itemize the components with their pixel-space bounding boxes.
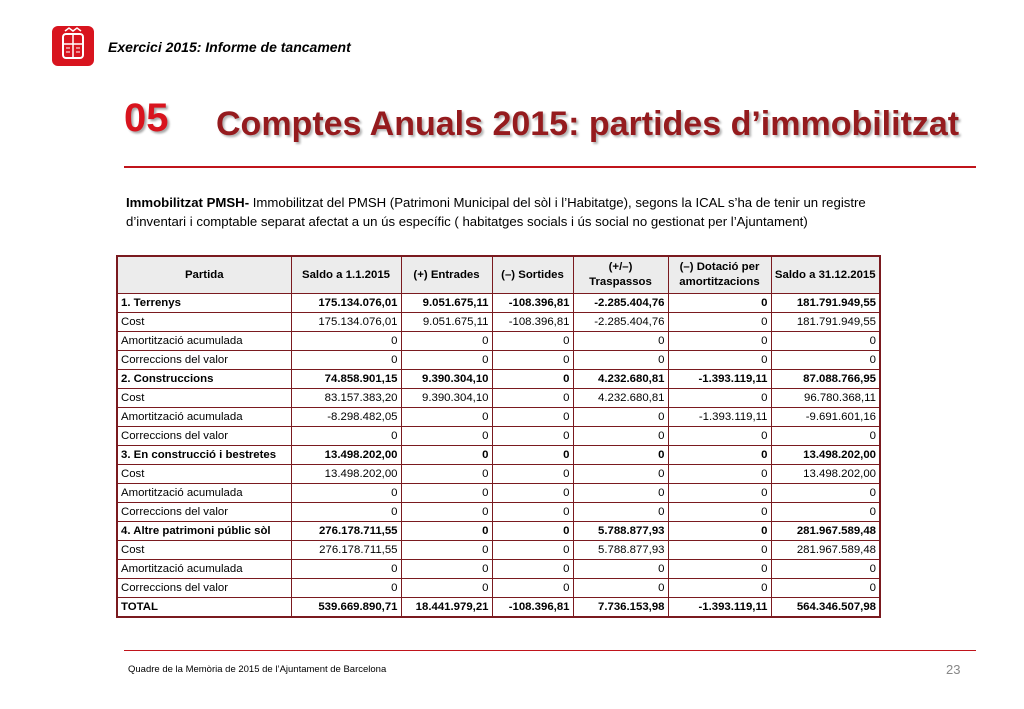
fixed-assets-table: [116, 255, 881, 618]
value-cell: 276.178.711,55: [291, 522, 401, 541]
value-cell: 0: [492, 389, 573, 408]
value-cell: 0: [668, 560, 771, 579]
page-title: Comptes Anuals 2015: partides d’immobilitzat: [216, 105, 960, 143]
value-cell: 0: [771, 560, 880, 579]
footer-source: Quadre de la Memòria de 2015 de l’Ajuntament de Barcelona: [128, 664, 387, 675]
value-cell: 4.232.680,81: [573, 389, 668, 408]
row-label-cell: Correccions del valor: [117, 427, 291, 446]
value-cell: 0: [401, 332, 492, 351]
value-cell: 0: [401, 503, 492, 522]
value-cell: 276.178.711,55: [291, 541, 401, 560]
value-cell: 0: [573, 560, 668, 579]
value-cell: -108.396,81: [492, 598, 573, 618]
value-cell: 0: [492, 579, 573, 598]
row-label-cell: Correccions del valor: [117, 579, 291, 598]
table-subtotal-row: [117, 598, 880, 618]
value-cell: 0: [492, 351, 573, 370]
row-label-cell: Cost: [117, 541, 291, 560]
page-number: 23: [946, 662, 961, 677]
value-cell: -8.298.482,05: [291, 408, 401, 427]
row-label-cell: 3. En construcció i bestretes: [117, 446, 291, 465]
table-row: [117, 465, 880, 484]
table-row: [117, 427, 880, 446]
value-cell: 13.498.202,00: [291, 465, 401, 484]
table-header-row: [117, 256, 880, 294]
value-cell: 0: [492, 465, 573, 484]
value-cell: 13.498.202,00: [771, 465, 880, 484]
value-cell: 281.967.589,48: [771, 541, 880, 560]
value-cell: 9.390.304,10: [401, 389, 492, 408]
table-row: [117, 389, 880, 408]
table-row: [117, 541, 880, 560]
value-cell: 0: [291, 351, 401, 370]
value-cell: 0: [668, 446, 771, 465]
table-subtotal-row: [117, 294, 880, 313]
row-label-cell: Amortització acumulada: [117, 484, 291, 503]
value-cell: 4.232.680,81: [573, 370, 668, 389]
value-cell: 0: [492, 484, 573, 503]
value-cell: 0: [492, 332, 573, 351]
value-cell: 0: [291, 484, 401, 503]
value-cell: 0: [492, 522, 573, 541]
value-cell: 9.390.304,10: [401, 370, 492, 389]
column-header: Saldo a 31.12.2015: [771, 256, 880, 294]
value-cell: 5.788.877,93: [573, 541, 668, 560]
value-cell: 87.088.766,95: [771, 370, 880, 389]
value-cell: 0: [668, 522, 771, 541]
table-row: [117, 351, 880, 370]
value-cell: -108.396,81: [492, 313, 573, 332]
value-cell: 181.791.949,55: [771, 294, 880, 313]
table-row: [117, 408, 880, 427]
column-header: (+/–) Traspassos: [573, 256, 668, 294]
row-label-cell: Cost: [117, 465, 291, 484]
value-cell: 74.858.901,15: [291, 370, 401, 389]
description-text: Immobilitzat del PMSH (Patrimoni Municipal del sòl i l’Habitatge), segons la ICAL s’ha de tenir un registre d’inventari i comptable separat afectat a un ús específic ( habitatges socials i ús social no gestionat per l’Ajuntament): [126, 195, 866, 229]
value-cell: 181.791.949,55: [771, 313, 880, 332]
value-cell: 9.051.675,11: [401, 313, 492, 332]
title-divider: [124, 166, 976, 168]
value-cell: 0: [401, 579, 492, 598]
value-cell: 175.134.076,01: [291, 294, 401, 313]
column-header: (–) Dotació per amortitzacions: [668, 256, 771, 294]
row-label-cell: 4. Altre patrimoni públic sòl: [117, 522, 291, 541]
value-cell: 0: [668, 313, 771, 332]
value-cell: -1.393.119,11: [668, 408, 771, 427]
table-row: [117, 503, 880, 522]
value-cell: 539.669.890,71: [291, 598, 401, 618]
value-cell: 0: [771, 484, 880, 503]
value-cell: 0: [492, 446, 573, 465]
row-label-cell: TOTAL: [117, 598, 291, 618]
table-body: [117, 294, 880, 618]
value-cell: 0: [492, 503, 573, 522]
value-cell: 0: [291, 560, 401, 579]
value-cell: 0: [668, 579, 771, 598]
value-cell: 0: [492, 408, 573, 427]
value-cell: 0: [573, 579, 668, 598]
value-cell: 18.441.979,21: [401, 598, 492, 618]
value-cell: 13.498.202,00: [291, 446, 401, 465]
value-cell: 0: [668, 294, 771, 313]
value-cell: 0: [668, 427, 771, 446]
table-row: [117, 484, 880, 503]
value-cell: -1.393.119,11: [668, 598, 771, 618]
column-header: (–) Sortides: [492, 256, 573, 294]
table-subtotal-row: [117, 446, 880, 465]
section-number: 05: [124, 96, 169, 140]
column-header: Saldo a 1.1.2015: [291, 256, 401, 294]
value-cell: 0: [771, 332, 880, 351]
report-header-title: Exercici 2015: Informe de tancament: [108, 39, 351, 55]
value-cell: 175.134.076,01: [291, 313, 401, 332]
value-cell: 5.788.877,93: [573, 522, 668, 541]
value-cell: 0: [401, 427, 492, 446]
value-cell: 0: [668, 332, 771, 351]
value-cell: 0: [291, 427, 401, 446]
value-cell: 0: [573, 427, 668, 446]
value-cell: 0: [668, 465, 771, 484]
value-cell: 0: [401, 522, 492, 541]
row-label-cell: Correccions del valor: [117, 503, 291, 522]
row-label-cell: Cost: [117, 389, 291, 408]
value-cell: 0: [401, 484, 492, 503]
city-logo-icon: [52, 26, 94, 66]
value-cell: 564.346.507,98: [771, 598, 880, 618]
table-subtotal-row: [117, 370, 880, 389]
value-cell: 0: [401, 541, 492, 560]
column-header: Partida: [117, 256, 291, 294]
value-cell: 0: [573, 351, 668, 370]
description-paragraph: [126, 193, 886, 231]
value-cell: 0: [492, 560, 573, 579]
value-cell: -9.691.601,16: [771, 408, 880, 427]
value-cell: 0: [291, 503, 401, 522]
value-cell: 0: [401, 560, 492, 579]
value-cell: 0: [668, 484, 771, 503]
row-label-cell: Correccions del valor: [117, 351, 291, 370]
value-cell: 0: [401, 465, 492, 484]
value-cell: 0: [573, 484, 668, 503]
footer-divider: [124, 650, 976, 651]
value-cell: 9.051.675,11: [401, 294, 492, 313]
value-cell: 281.967.589,48: [771, 522, 880, 541]
table-subtotal-row: [117, 522, 880, 541]
value-cell: -2.285.404,76: [573, 313, 668, 332]
table-row: [117, 313, 880, 332]
value-cell: 0: [668, 389, 771, 408]
value-cell: 0: [401, 408, 492, 427]
value-cell: 0: [668, 351, 771, 370]
value-cell: 83.157.383,20: [291, 389, 401, 408]
value-cell: 0: [492, 541, 573, 560]
description-lead: Immobilitzat PMSH-: [126, 195, 250, 210]
value-cell: -108.396,81: [492, 294, 573, 313]
value-cell: 7.736.153,98: [573, 598, 668, 618]
table-row: [117, 560, 880, 579]
value-cell: 0: [771, 503, 880, 522]
value-cell: 0: [771, 351, 880, 370]
row-label-cell: Amortització acumulada: [117, 560, 291, 579]
column-header: (+) Entrades: [401, 256, 492, 294]
value-cell: 0: [492, 427, 573, 446]
value-cell: 0: [573, 503, 668, 522]
value-cell: 96.780.368,11: [771, 389, 880, 408]
row-label-cell: Cost: [117, 313, 291, 332]
table-row: [117, 579, 880, 598]
value-cell: 0: [573, 332, 668, 351]
row-label-cell: 2. Construccions: [117, 370, 291, 389]
value-cell: 0: [291, 332, 401, 351]
value-cell: -2.285.404,76: [573, 294, 668, 313]
value-cell: 0: [573, 465, 668, 484]
table-row: [117, 332, 880, 351]
value-cell: 0: [401, 446, 492, 465]
value-cell: 0: [668, 541, 771, 560]
value-cell: 0: [492, 370, 573, 389]
value-cell: 13.498.202,00: [771, 446, 880, 465]
value-cell: 0: [291, 579, 401, 598]
row-label-cell: Amortització acumulada: [117, 332, 291, 351]
row-label-cell: Amortització acumulada: [117, 408, 291, 427]
value-cell: 0: [573, 446, 668, 465]
value-cell: -1.393.119,11: [668, 370, 771, 389]
row-label-cell: 1. Terrenys: [117, 294, 291, 313]
value-cell: 0: [401, 351, 492, 370]
value-cell: 0: [573, 408, 668, 427]
value-cell: 0: [668, 503, 771, 522]
value-cell: 0: [771, 579, 880, 598]
value-cell: 0: [771, 427, 880, 446]
